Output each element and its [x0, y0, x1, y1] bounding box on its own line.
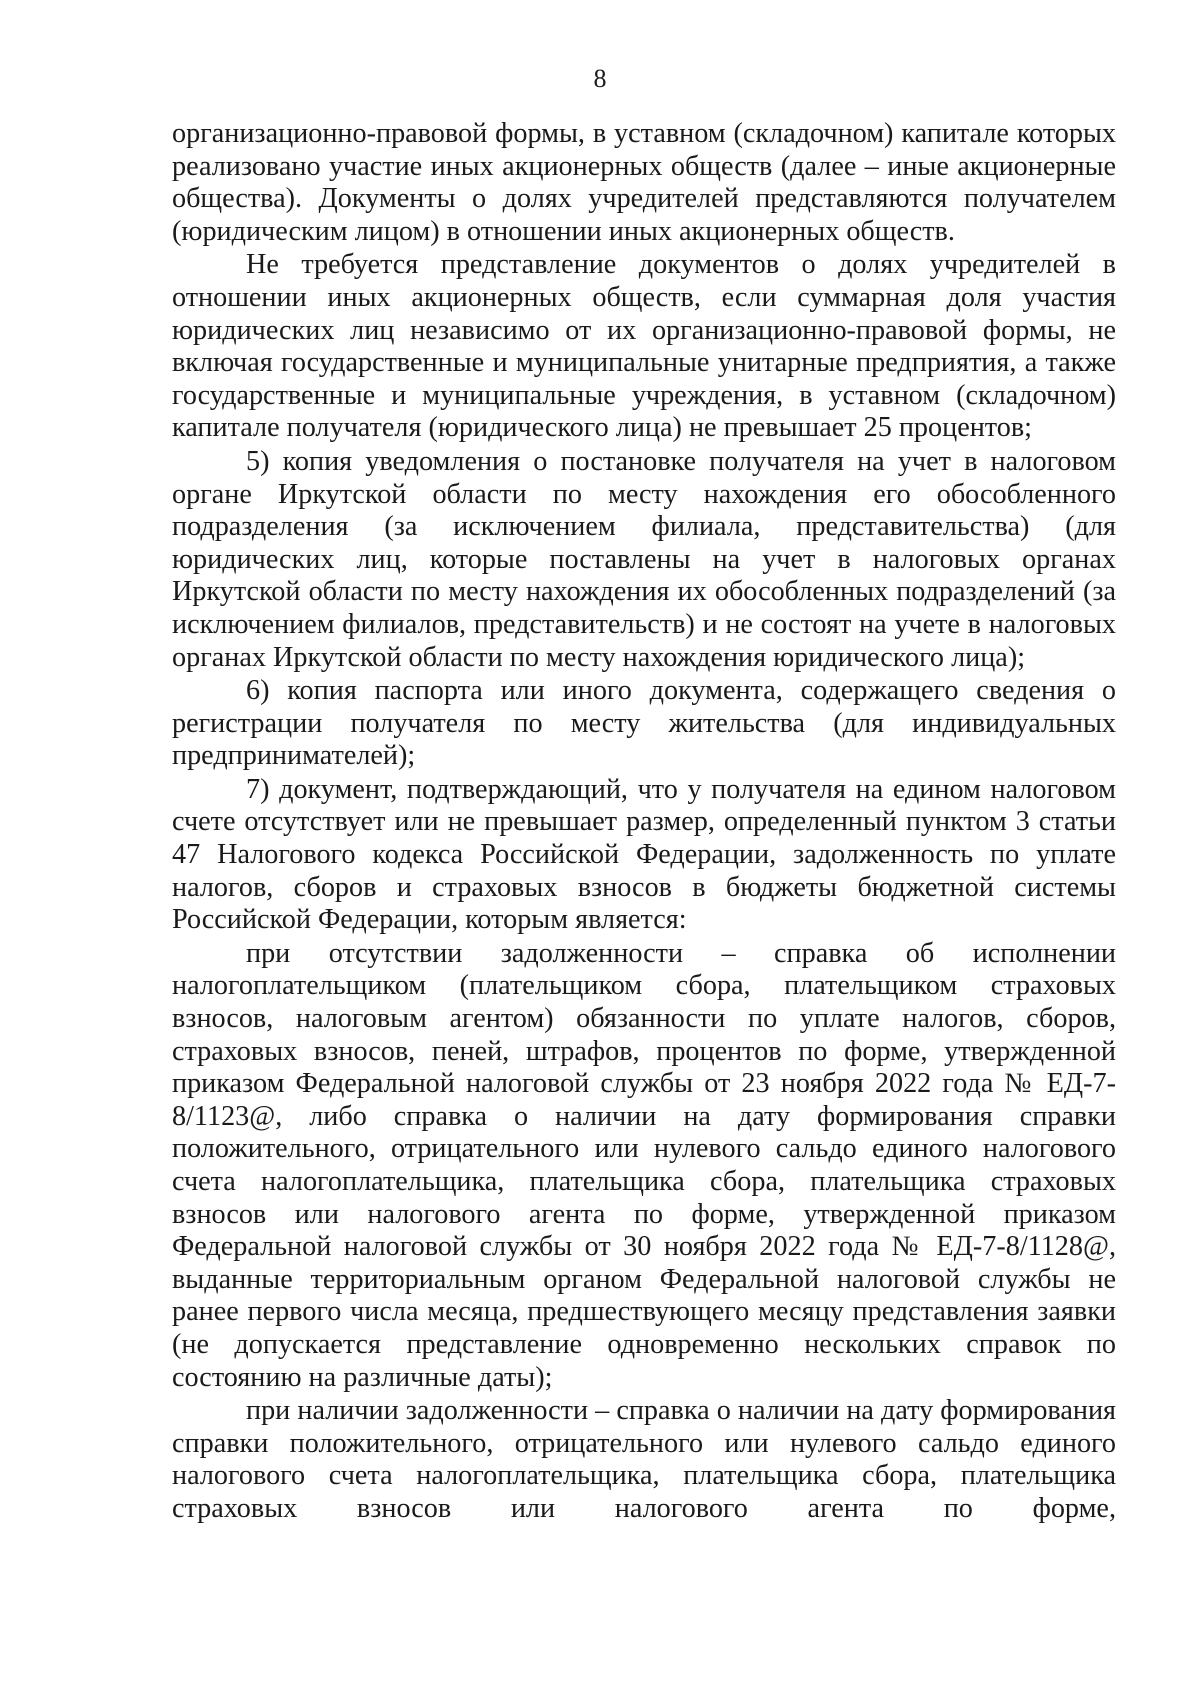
paragraph-no-debt-case: при отсутствии задолженности – справка об исполнении налогоплательщиком (плательщиком сбора, плательщиком страховых взносов, налоговым агентом) обязанности по уплате налогов, сборов, страховых взносов, пеней, штрафов, процентов по форме, утвержденной приказом Федеральной налоговой службы от 23 ноября 2022 года № ЕД-7-8/1123@, либо справка о наличии на дату формирования справки положительного, отрицательного или нулевого сальдо единого налогового счета налогоплательщика, плательщика сбора, плательщика страховых взносов или налогового агента по форме, утвержденной приказом Федеральной налоговой службы от 30 ноября 2022 года № ЕД-7-8/1128@, выданные территориальным органом Федеральной налоговой службы не ранее первого числа месяца, предшествующего месяцу представления заявки (не допускается представление одновременно нескольких справок по состоянию на различные даты);: [172, 937, 1116, 1393]
paragraph-item-6: 6) копия паспорта или иного документа, содержащего сведения о регистрации получателя по месту жительства (для индивидуальных предпринимателей);: [172, 675, 1116, 772]
paragraph-item-7: 7) документ, подтверждающий, что у получателя на едином налоговом счете отсутствует или не превышает размер, определенный пунктом 3 статьи 47 Налогового кодекса Российской Федерации, задолженность по уплате налогов, сборов и страховых взносов в бюджеты бюджетной системы Российской Федерации, которым является:: [172, 773, 1116, 936]
paragraph-shareholders-exemption: Не требуется представление документов о долях учредителей в отношении иных акционерных обществ, если суммарная доля участия юридических лиц независимо от их организационно-правовой формы, не включая государственные и муниципальные унитарные предприятия, а также государственные и муниципальные учреждения, в уставном (складочном) капитале получателя (юридического лица) не превышает 25 процентов;: [172, 249, 1116, 444]
document-body: [172, 118, 1116, 1526]
paragraph-debt-case: при наличии задолженности – справка о наличии на дату формирования справки положительного, отрицательного или нулевого сальдо единого налогового счета налогоплательщика, плательщика сбора, плательщика страховых взносов или налогового агента по форме,: [172, 1395, 1116, 1524]
page-number: 8: [593, 64, 607, 93]
paragraph-item-5: 5) копия уведомления о постановке получателя на учет в налоговом органе Иркутской области по месту нахождения его обособленного подразделения (за исключением филиала, представительства) (для юридических лиц, которые поставлены на учет в налоговых органах Иркутской области по месту нахождения их обособленных подразделений (за исключением филиалов, представительств) и не состоят на учете в налоговых органах Иркутской области по месту нахождения юридического лица);: [172, 445, 1116, 673]
paragraph-continuation: организационно-правовой формы, в уставном (складочном) капитале которых реализовано участие иных акционерных обществ (далее – иные акционерные общества). Документы о долях учредителей представляются получателем (юридическим лицом) в отношении иных акционерных обществ.: [172, 118, 1116, 247]
